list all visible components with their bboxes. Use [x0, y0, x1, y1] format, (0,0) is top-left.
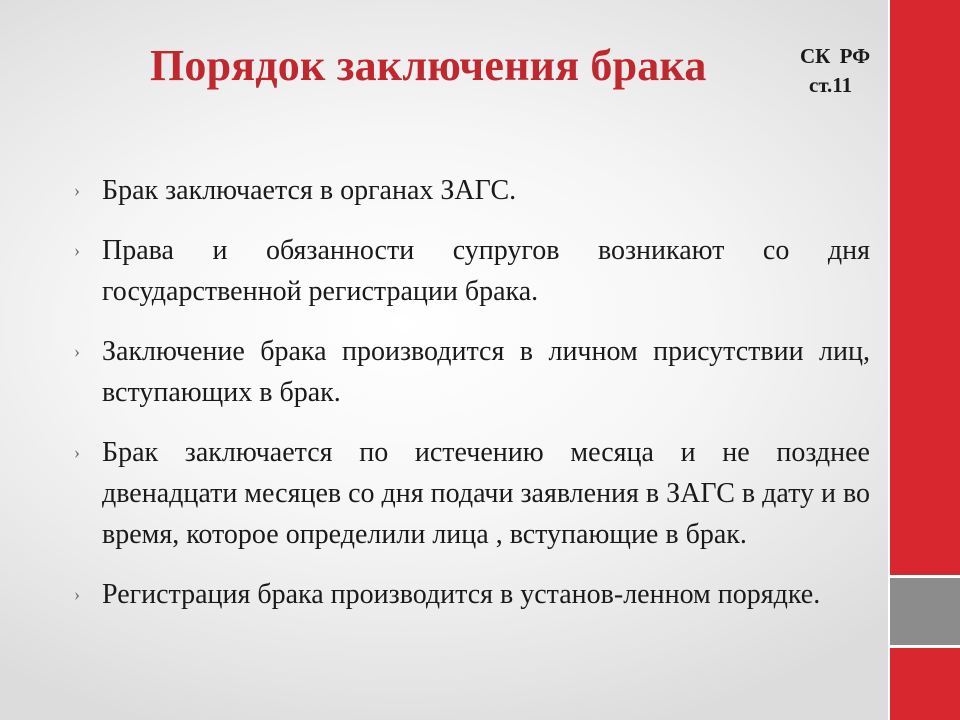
law-reference: [800, 42, 880, 100]
bullet-text: Права и обязанности супругов возникают со дня государственной регистрации брака.: [102, 235, 870, 307]
sidebar-red-band-top: [890, 0, 960, 575]
bullet-text: Брак заключается в органах ЗАГС.: [102, 175, 517, 206]
bullet-arrow-icon: ›: [74, 341, 80, 361]
law-reference-article: ст.11: [809, 73, 853, 97]
list-item: [70, 432, 870, 555]
list-item: [70, 574, 870, 615]
list-item: [70, 170, 870, 211]
bullet-arrow-icon: ›: [74, 180, 80, 200]
sidebar-gray-band: [890, 578, 960, 645]
list-item: [70, 331, 870, 413]
law-reference-code: СК РФ: [800, 44, 871, 68]
bullet-arrow-icon: ›: [74, 584, 80, 604]
list-item: [70, 230, 870, 312]
bullet-text: Заключение брака производится в личном присутствии лиц, вступающих в брак.: [102, 336, 870, 408]
bullet-arrow-icon: ›: [74, 240, 80, 260]
sidebar-red-band-bottom: [890, 648, 960, 720]
bullet-text: Брак заключается по истечению месяца и не позднее двенадцати месяцев со дня подачи заявления в ЗАГС в дату и во время, которое определили лица , вступающие в брак.: [102, 437, 870, 550]
decorative-sidebar: [888, 0, 960, 720]
bullet-arrow-icon: ›: [74, 442, 80, 462]
bullet-list: [70, 170, 870, 634]
slide-title: Порядок заключения брака: [150, 41, 707, 90]
bullet-text: Регистрация брака производится в установ-ленном порядке.: [102, 579, 821, 610]
